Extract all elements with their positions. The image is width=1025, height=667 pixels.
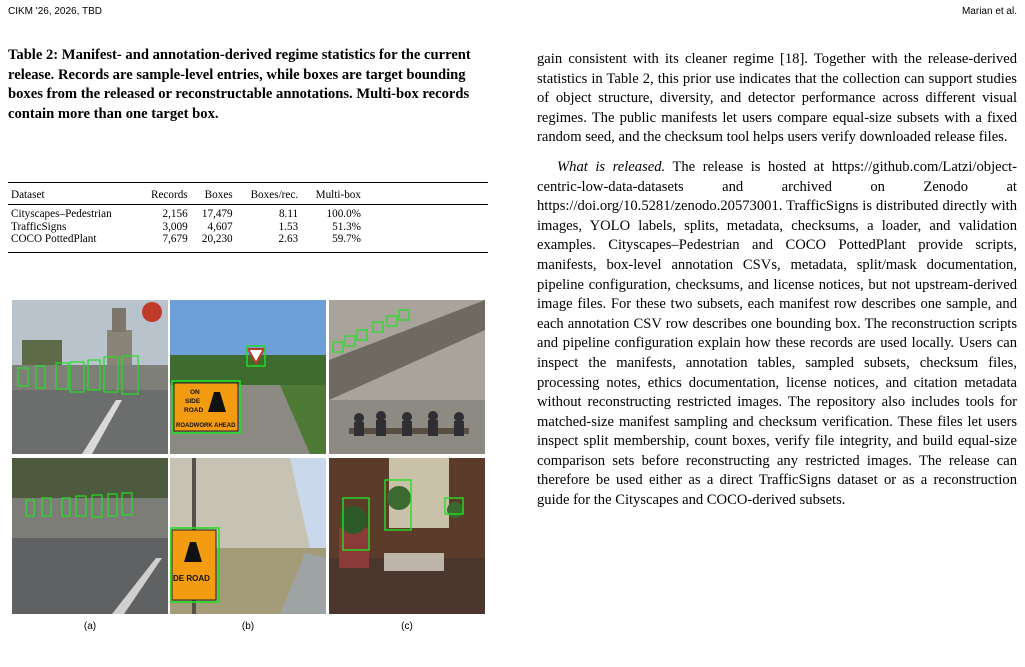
col-records: Records (138, 183, 190, 205)
image-coco-top (329, 300, 485, 454)
sign-text: ROAD (184, 407, 204, 414)
table-row (8, 205, 488, 221)
sign-text: ON (190, 389, 200, 396)
cell-multi-box: 51.3% (332, 220, 361, 233)
cell-boxes: 17,479 (201, 208, 233, 220)
cell-boxes-per-rec: 8.11 (278, 208, 299, 220)
cell-records: 7,679 (162, 233, 188, 245)
cell-boxes-per-rec: 1.53 (278, 220, 299, 233)
image-trafficsigns-top (170, 300, 326, 454)
sign-text: ROADWORK AHEAD (176, 423, 236, 429)
body-paragraph: gain consistent with its cleaner regime [18]. Together with the release-derived statistics in Table 2, this prior use indicates that the collection can support studies of object structure, diversity, and detector performance across different visual regimes. The public manifests let users compare equal-size subsets with a fixed random seed, and the checksum tool helps users verify downloaded release files. (537, 51, 1017, 146)
table-caption: Table 2: Manifest- and annotation-derived regime statistics for the current release. Records are sample-level entries, while boxes are target bounding boxes from the released or reconstructable annotations. Multi-box records contain more than one target box. (8, 47, 471, 122)
author-label: Marian et al. (961, 6, 1017, 17)
cell-boxes: 4,607 (207, 220, 233, 233)
image-cityscapes-top (12, 300, 168, 454)
subfigure-label-c: (c) (401, 621, 413, 632)
subfigure-label-a: (a) (83, 621, 97, 632)
conference-label: CIKM '26, 2026, TBD (8, 6, 102, 17)
right-column (537, 50, 1017, 511)
cell-records: 3,009 (162, 220, 188, 233)
table-header-row (8, 183, 488, 205)
image-cityscapes-bottom (12, 458, 168, 614)
col-boxes-per-rec: Boxes/rec. (236, 183, 301, 205)
stats-table (8, 182, 488, 253)
col-multi-box: Multi-box (301, 183, 364, 205)
table-row (8, 221, 488, 234)
image-trafficsigns-bottom (170, 458, 326, 614)
cell-boxes: 20,230 (201, 233, 233, 245)
left-column (8, 46, 488, 245)
sign-text: SIDE (185, 398, 201, 405)
subfigure-label-b: (b) (241, 621, 255, 632)
cell-dataset: COCO PottedPlant (11, 233, 97, 245)
col-dataset: Dataset (8, 183, 138, 205)
paragraph-heading: What is released. (557, 158, 666, 175)
table-row (8, 233, 488, 252)
sign-text: DE ROAD (173, 574, 210, 583)
cell-dataset: Cityscapes–Pedestrian (11, 208, 112, 220)
cell-boxes-per-rec: 2.63 (278, 233, 299, 245)
paragraph-text: The release is hosted at https://github.com/Latzi/object-centric-low-data-datasets and archived on Zenodo at https://doi.org/10.5281/zenodo.20573001. TrafficSigns is distributed directly with images, YOLO labels, splits, metadata, checksums, a loader, and validation examples. Cityscapes–Pedestrian and COCO PottedPlant provide scripts, manifests, box-level annotation CSVs, metadata, split/mask documentation, pipeline configuration, checksums, and license notices, but not upstream-derived image files. For these two subsets, each manifest row describes one sample, and each annotation CSV row describes one bounding box. The reconstruction scripts and pipeline configuration explain how these records are used locally. Users can inspect the manifests, annotation tables, sampled subsets, checksum files, processing notes, ethics documentation, license notices, and citation metadata without reconstructing restricted images. The repository also includes tools for matched-size manifest sampling and checksum verification. These files let users inspect split membership, count boxes, verify file integrity, and build equal-size comparison sets before reconstructing any restricted images. The release can therefore be used either as a direct TrafficSigns dataset or as a reconstruction guide for the Cityscapes and COCO-derived subsets. (537, 158, 1017, 509)
cell-multi-box: 100.0% (326, 208, 361, 220)
cell-records: 2,156 (162, 208, 188, 220)
running-header (8, 6, 1017, 20)
cell-dataset: TrafficSigns (11, 220, 67, 233)
image-coco-bottom (329, 458, 485, 614)
cell-multi-box: 59.7% (332, 233, 361, 245)
col-boxes: Boxes (191, 183, 236, 205)
body-paragraph (537, 158, 1017, 511)
